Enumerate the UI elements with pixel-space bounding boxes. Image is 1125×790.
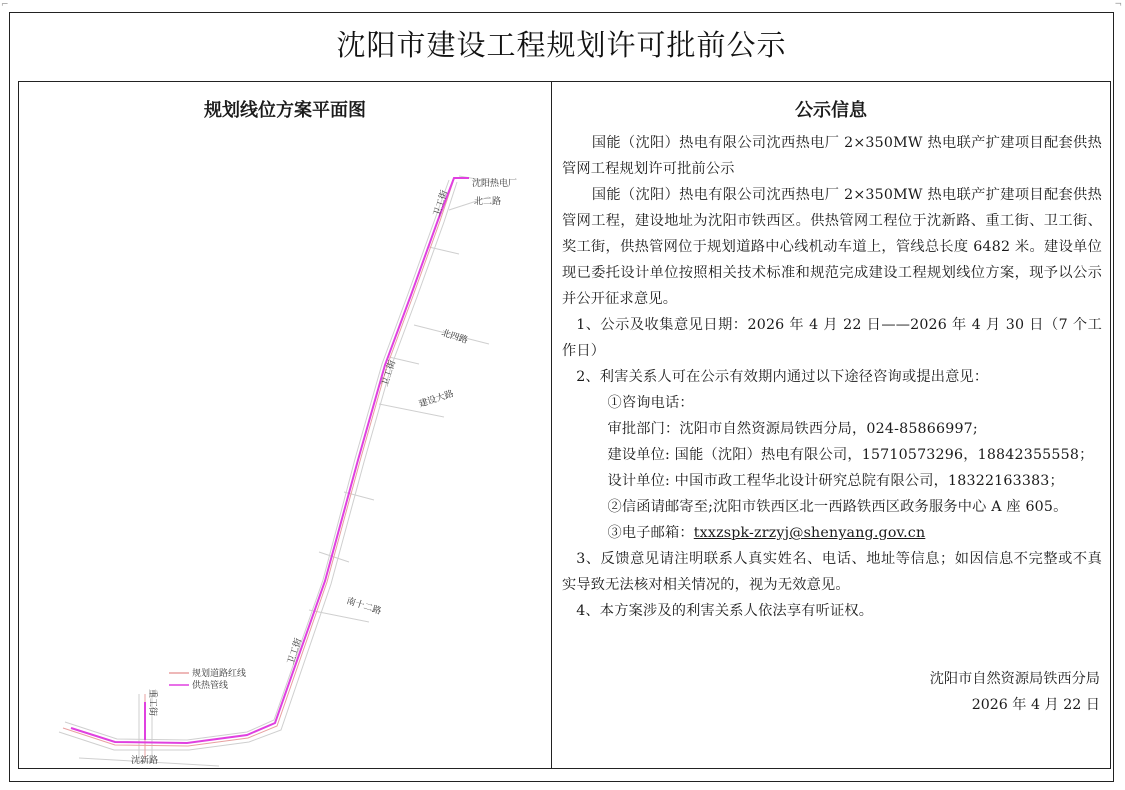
legend-red-line-label: 规划道路红线 bbox=[192, 669, 247, 679]
sign-org: 沈阳市自然资源局铁西分局 bbox=[929, 671, 1100, 687]
label-road-bei4: 北四路 bbox=[440, 328, 469, 347]
road-nan12-edge bbox=[309, 610, 369, 622]
heating-pipeline bbox=[71, 178, 469, 743]
signature-block bbox=[930, 666, 1100, 718]
notice-heading-paragraph: 国能（沈阳）热电有限公司沈西热电厂 2×350MW 热电联产扩建项目配套供热管网工程规划许可批前公示 bbox=[562, 135, 1102, 177]
road-jianshe-edge bbox=[379, 404, 444, 417]
item-4-hearing: 4、本方案涉及的利害关系人依法享有听证权。 bbox=[576, 603, 874, 619]
road-edge-a bbox=[59, 182, 457, 750]
item-3-feedback: 3、反馈意见请注明联系人真实姓名、电话、地址等信息；如因信息不完整或不真实导致无法核对相关情况的，视为无效意见。 bbox=[562, 551, 1102, 593]
sign-date: 2026 年 4 月 22 日 bbox=[971, 697, 1100, 713]
label-road-bei2: 北二路 bbox=[474, 197, 502, 207]
label-road-chonggong: 重工街 bbox=[147, 689, 157, 717]
sub-construction-unit: 建设单位: 国能（沈阳）热电有限公司，15710573296，18842355558； bbox=[607, 447, 1094, 463]
email-link[interactable]: txxzspk-zrzyj@shenyang.gov.cn bbox=[693, 525, 926, 541]
corner-mark-left: ⌐ bbox=[1, 0, 9, 10]
label-plant: 沈阳热电厂 bbox=[472, 179, 518, 189]
page-title: 沈阳市建设工程规划许可批前公示 bbox=[336, 27, 787, 62]
email-label: ③电子邮箱： bbox=[607, 525, 694, 541]
sub-mail-address: ②信函请邮寄至;沈阳市铁西区北一西路铁西区政务服务中心 A 座 605。 bbox=[607, 499, 1068, 515]
notice-sheet bbox=[9, 12, 1114, 782]
road-edge-b bbox=[65, 180, 449, 740]
route-map bbox=[19, 82, 553, 770]
sub-phone-heading: ①咨询电话： bbox=[607, 395, 694, 411]
info-panel bbox=[552, 81, 1111, 769]
pipeline-main-route bbox=[71, 178, 469, 743]
label-road-weigong-mid: 卫工街 bbox=[380, 359, 399, 388]
info-panel-title: 公示信息 bbox=[795, 100, 867, 121]
corner-mark-right: ¬ bbox=[1114, 0, 1122, 10]
label-road-weigong-top: 卫工街 bbox=[432, 189, 451, 218]
item-1-dates: 1、公示及收集意见日期：2026 年 4 月 22 日——2026 年 4 月 30 日（7 个工作日） bbox=[562, 317, 1102, 359]
label-road-shenxin: 沈新路 bbox=[131, 756, 159, 766]
legend-pipe-label: 供热管线 bbox=[192, 681, 229, 691]
map-panel-title: 规划线位方案平面图 bbox=[204, 100, 366, 121]
sub-approval-dept: 审批部门：沈阳市自然资源局铁西分局，024-85866997; bbox=[607, 421, 978, 437]
project-description-paragraph: 国能（沈阳）热电有限公司沈西热电厂 2×350MW 热电联产扩建项目配套供热管网工程，建设地址为沈阳市铁西区。供热管网工程位于沈新路、重工街、卫工街、奖工街，供热管网位于规划道路中心线机动车道上，管线总长度 6482 米。建设单位现已委托设计单位按照相关技术标准和规范完成建设工程规划线位方案，现予以公示并公开征求意见。 bbox=[562, 187, 1102, 307]
label-road-weigong-bot: 卫工街 bbox=[286, 637, 305, 666]
info-body bbox=[562, 130, 1102, 624]
label-road-jianshe: 建设大路 bbox=[417, 389, 456, 410]
sub-email-line bbox=[562, 520, 1102, 546]
label-road-nan12: 南十二路 bbox=[345, 596, 383, 617]
item-2-channels: 2、利害关系人可在公示有效期内通过以下途径咨询或提出意见： bbox=[576, 369, 989, 385]
sub-design-unit: 设计单位: 中国市政工程华北设计研究总院有限公司，18322163383； bbox=[607, 473, 1064, 489]
map-panel bbox=[18, 81, 552, 769]
road-network bbox=[59, 176, 494, 766]
map-legend bbox=[169, 667, 246, 691]
